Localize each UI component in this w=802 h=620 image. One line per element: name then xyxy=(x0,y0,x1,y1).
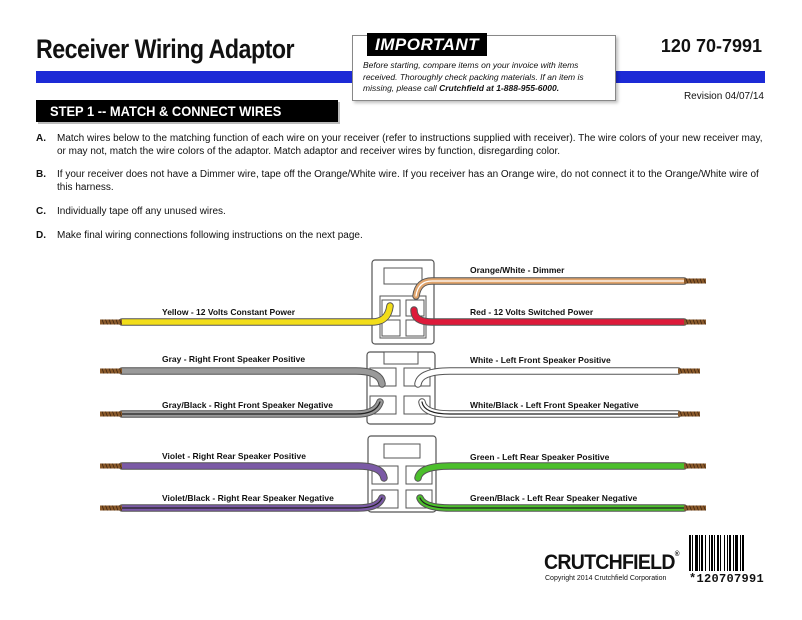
barcode-bar xyxy=(729,535,731,571)
barcode-bar xyxy=(699,535,700,571)
barcode-bar xyxy=(714,535,715,571)
barcode-bar xyxy=(727,535,728,571)
registered-mark: ® xyxy=(674,551,680,558)
barcode xyxy=(688,535,768,571)
step-heading-text: STEP 1 -- MATCH & CONNECT WIRES xyxy=(50,103,282,119)
barcode-bar xyxy=(717,535,719,571)
instruction-letter: D. xyxy=(36,230,46,241)
wire-label-gray: Gray - Right Front Speaker Positive xyxy=(162,354,306,364)
instruction-text: Individually tape off any unused wires. xyxy=(57,206,226,217)
copper-end xyxy=(100,506,122,511)
crutchfield-logo xyxy=(544,551,680,575)
barcode-bar xyxy=(740,535,741,571)
important-tag: IMPORTANT xyxy=(367,33,487,56)
wire-label-white: White - Left Front Speaker Positive xyxy=(470,355,611,365)
instruction-letter: C. xyxy=(36,206,46,217)
barcode-bar xyxy=(701,535,703,571)
copper-end xyxy=(100,464,122,469)
wire-white xyxy=(418,369,700,385)
barcode-bar xyxy=(692,535,693,571)
barcode-bar xyxy=(705,535,706,571)
wire-orange-white xyxy=(416,279,706,297)
wire-label-yellow: Yellow - 12 Volts Constant Power xyxy=(162,307,296,317)
instruction-letter: B. xyxy=(36,169,46,180)
important-phone: Crutchfield at 1-888-955-6000. xyxy=(439,83,560,93)
wire-label-gray-black: Gray/Black - Right Front Speaker Negative xyxy=(162,400,333,410)
page-title: Receiver Wiring Adaptor xyxy=(36,34,295,64)
instruction-letter: A. xyxy=(36,133,46,144)
important-body: Before starting, compare items on your invoice with items received. Thoroughly check packing materials. If an item is missing, please call xyxy=(363,60,584,93)
instruction-text: Make final wiring connections following instructions on the next page. xyxy=(57,230,363,241)
copyright: Copyright 2014 Crutchfield Corporation xyxy=(545,575,667,582)
instruction-text: Match wires below to the matching function of each wire on your receiver (refer to instructions supplied with receiver). The wire colors of your new receiver may, or may not, match the wire colors of the adaptor. Match adaptor and receiver wires by function, disregarding color. xyxy=(57,133,763,157)
barcode-bar xyxy=(733,535,734,571)
copper-end xyxy=(684,506,706,511)
power-connector xyxy=(372,260,434,344)
barcode-bar xyxy=(711,535,713,571)
instruction-text: If your receiver does not have a Dimmer wire, tape off the Orange/White wire. If you receiver has an Orange wire, do not connect it to the Orange/White wire of this harness. xyxy=(57,169,759,193)
barcode-bar xyxy=(709,535,710,571)
copper-end xyxy=(100,320,122,325)
wire-violet xyxy=(100,464,384,479)
wire-label-orange-white: Orange/White - Dimmer xyxy=(470,265,565,275)
wire-label-green-black: Green/Black - Left Rear Speaker Negative xyxy=(470,493,638,503)
wire-gray xyxy=(100,369,382,385)
barcode-bar xyxy=(720,535,721,571)
barcode-bar xyxy=(724,535,725,571)
wire-label-green: Green - Left Rear Speaker Positive xyxy=(470,452,610,462)
copper-end xyxy=(684,464,706,469)
copper-end xyxy=(100,369,122,374)
barcode-bar xyxy=(742,535,744,571)
revision-date: Revision 04/07/14 xyxy=(683,91,764,102)
wire-green xyxy=(418,464,706,479)
copper-end xyxy=(678,412,700,417)
copper-end xyxy=(684,320,706,325)
barcode-bar xyxy=(735,535,738,571)
barcode-bar xyxy=(695,535,698,571)
barcode-number: *120707991 xyxy=(689,572,765,586)
wire-label-white-black: White/Black - Left Front Speaker Negative xyxy=(470,400,639,410)
logo-text: CRUTCHFIELD xyxy=(544,551,675,574)
wire-label-violet-black: Violet/Black - Right Rear Speaker Negative xyxy=(162,493,334,503)
barcode-bar xyxy=(689,535,691,571)
copper-end xyxy=(684,279,706,284)
wire-label-red: Red - 12 Volts Switched Power xyxy=(470,307,594,317)
copper-end xyxy=(100,412,122,417)
copper-end xyxy=(678,369,700,374)
front-speaker-connector xyxy=(367,352,435,424)
wire-label-violet: Violet - Right Rear Speaker Positive xyxy=(162,451,306,461)
part-number: 120 70-7991 xyxy=(660,36,762,56)
